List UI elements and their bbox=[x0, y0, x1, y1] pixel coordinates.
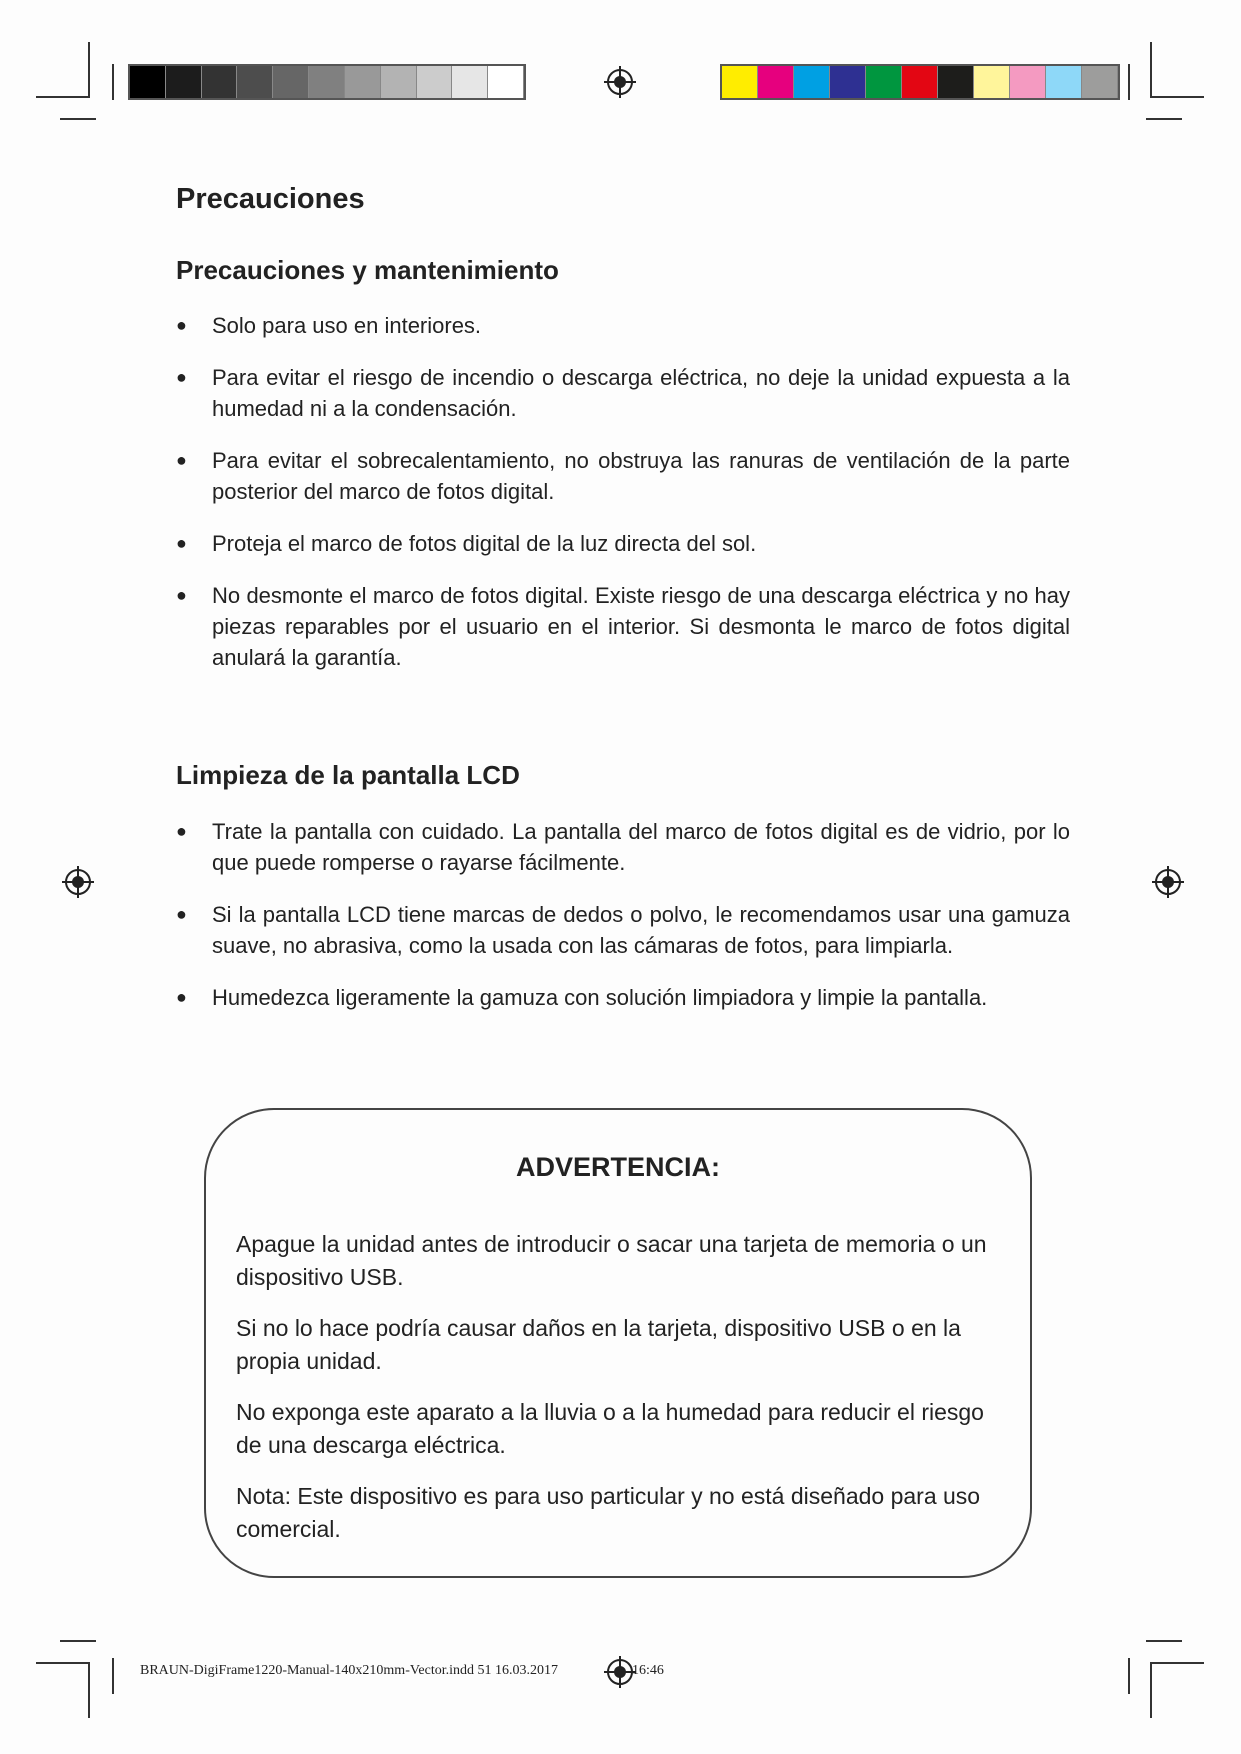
color-swatch bbox=[488, 66, 524, 98]
color-swatch bbox=[166, 66, 202, 98]
color-swatch bbox=[273, 66, 309, 98]
color-swatch bbox=[237, 66, 273, 98]
bullet-icon: ● bbox=[176, 585, 187, 605]
crop-mark bbox=[88, 1662, 90, 1718]
color-swatch bbox=[758, 66, 794, 98]
crop-mark bbox=[1150, 42, 1152, 98]
list-item: ● Para evitar el riesgo de incendio o descarga eléctrica, no deje la unidad expuesta a la humedad ni a la condensación. bbox=[176, 362, 1070, 424]
color-swatch bbox=[938, 66, 974, 98]
grayscale-bar bbox=[128, 64, 526, 100]
crop-mark bbox=[1146, 118, 1182, 120]
bullet-icon: ● bbox=[176, 987, 187, 1007]
list-item: ● Humedezca ligeramente la gamuza con solución limpiadora y limpie la pantalla. bbox=[176, 982, 1070, 1013]
warning-paragraph: No exponga este aparato a la lluvia o a la humedad para reducir el riesgo de una descarga eléctrica. bbox=[236, 1399, 984, 1458]
bullet-icon: ● bbox=[176, 533, 187, 553]
bullet-icon: ● bbox=[176, 315, 187, 335]
crop-mark bbox=[1150, 1662, 1152, 1718]
color-swatch bbox=[202, 66, 238, 98]
warning-box bbox=[204, 1108, 1032, 1578]
section-heading-maintenance: Precauciones y mantenimiento bbox=[176, 255, 559, 285]
crop-mark bbox=[1128, 1658, 1130, 1694]
bullet-icon: ● bbox=[176, 450, 187, 470]
color-swatch bbox=[722, 66, 758, 98]
footer-filename: BRAUN-DigiFrame1220-Manual-140x210mm-Vector.indd 51 bbox=[140, 1663, 492, 1678]
registration-mark-icon bbox=[604, 66, 636, 98]
list-item: ● Trate la pantalla con cuidado. La pantalla del marco de fotos digital es de vidrio, por lo que puede romperse o rayarse fácilmente. bbox=[176, 816, 1070, 878]
bullet-icon: ● bbox=[176, 904, 187, 924]
list-item: ● Proteja el marco de fotos digital de la luz directa del sol. bbox=[176, 528, 1070, 559]
registration-mark-icon bbox=[62, 866, 94, 898]
color-bar bbox=[720, 64, 1120, 100]
color-swatch bbox=[417, 66, 453, 98]
list-item: ● Si la pantalla LCD tiene marcas de dedos o polvo, le recomendamos usar una gamuza suave, no abrasiva, como la usada con las cámaras de fotos, para limpiarla. bbox=[176, 899, 1070, 961]
color-swatch bbox=[902, 66, 938, 98]
crop-mark bbox=[36, 1662, 90, 1664]
page-title: Precauciones bbox=[176, 183, 365, 215]
list-item: ● No desmonte el marco de fotos digital. Existe riesgo de una descarga eléctrica y no hay piezas reparables por el usuario en el interior. Si desmonta le marco de fotos digital anulará la garantía. bbox=[176, 580, 1070, 673]
color-swatch bbox=[1010, 66, 1046, 98]
warning-paragraph: Nota: Este dispositivo es para uso particular y no está diseñado para uso comercial. bbox=[236, 1483, 981, 1542]
color-swatch bbox=[1082, 66, 1118, 98]
crop-mark bbox=[112, 64, 114, 100]
crop-mark bbox=[1128, 64, 1130, 100]
crop-mark bbox=[60, 118, 96, 120]
bullet-icon: ● bbox=[176, 821, 187, 841]
bullet-icon: ● bbox=[176, 367, 187, 387]
footer-time: 16:46 bbox=[632, 1663, 664, 1678]
crop-mark bbox=[1150, 1662, 1204, 1664]
crop-mark bbox=[112, 1658, 114, 1694]
section-heading-lcd-cleaning: Limpieza de la pantalla LCD bbox=[176, 760, 520, 790]
color-swatch bbox=[830, 66, 866, 98]
warning-paragraph: Apague la unidad antes de introducir o sacar una tarjeta de memoria o un dispositivo USB. bbox=[236, 1231, 987, 1290]
color-swatch bbox=[866, 66, 902, 98]
color-swatch bbox=[794, 66, 830, 98]
color-swatch bbox=[452, 66, 488, 98]
lcd-cleaning-list bbox=[176, 816, 1070, 1013]
crop-mark bbox=[1150, 96, 1204, 98]
color-swatch bbox=[381, 66, 417, 98]
registration-mark-icon bbox=[1152, 866, 1184, 898]
color-swatch bbox=[130, 66, 166, 98]
crop-mark bbox=[88, 42, 90, 98]
list-item: ● Para evitar el sobrecalentamiento, no obstruya las ranuras de ventilación de la parte posterior del marco de fotos digital. bbox=[176, 445, 1070, 507]
color-swatch bbox=[345, 66, 381, 98]
crop-mark bbox=[36, 96, 90, 98]
footer-slug bbox=[140, 1663, 558, 1679]
list-item: ● Solo para uso en interiores. bbox=[176, 310, 1070, 341]
maintenance-list bbox=[176, 310, 1070, 673]
color-swatch bbox=[309, 66, 345, 98]
warning-paragraph: Si no lo hace podría causar daños en la tarjeta, dispositivo USB o en la propia unidad. bbox=[236, 1315, 961, 1374]
crop-mark bbox=[1146, 1640, 1182, 1642]
footer-date: 16.03.2017 bbox=[495, 1663, 559, 1678]
color-swatch bbox=[974, 66, 1010, 98]
crop-mark bbox=[60, 1640, 96, 1642]
warning-title: ADVERTENCIA: bbox=[515, 1152, 720, 1182]
color-swatch bbox=[1046, 66, 1082, 98]
